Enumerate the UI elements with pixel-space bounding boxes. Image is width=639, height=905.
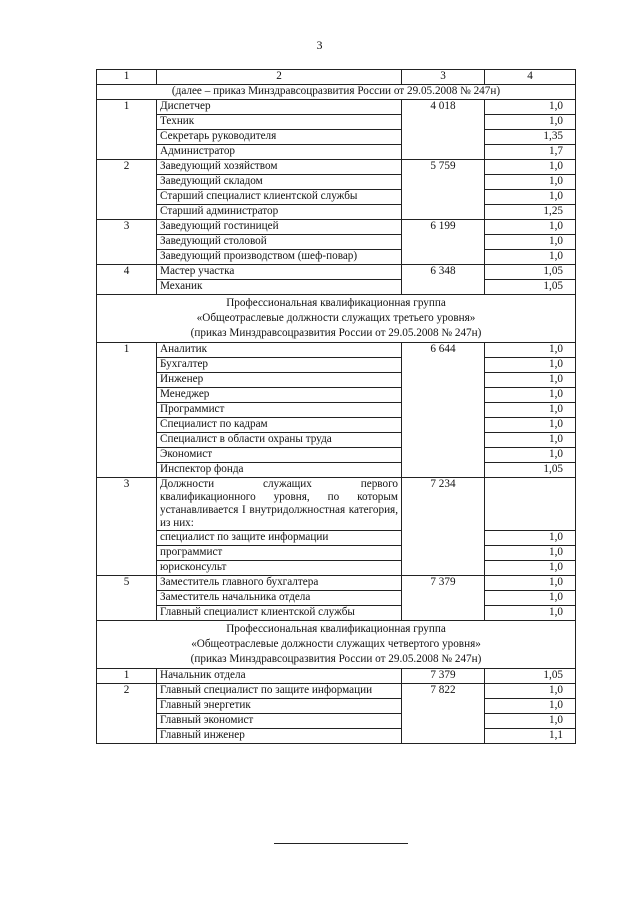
- base-salary: 4 018: [402, 100, 485, 160]
- position-name: Экономист: [157, 448, 402, 463]
- intro-line: (далее – приказ Минздравсоцразвития России от 29.05.2008 № 247н): [97, 85, 576, 100]
- level-number: 2: [97, 684, 157, 744]
- coefficient: 1,0: [485, 448, 576, 463]
- position-name: Заместитель начальника отдела: [157, 591, 402, 606]
- coefficient: 1,0: [485, 561, 576, 576]
- coefficient: 1,0: [485, 220, 576, 235]
- base-salary: 7 234: [402, 478, 485, 576]
- coefficient: 1,0: [485, 576, 576, 591]
- level-number: 1: [97, 100, 157, 160]
- position-name: Заместитель главного бухгалтера: [157, 576, 402, 591]
- base-salary: 6 199: [402, 220, 485, 265]
- coefficient: 1,05: [485, 280, 576, 295]
- coefficient: 1,0: [485, 358, 576, 373]
- position-name: Главный энергетик: [157, 699, 402, 714]
- coefficient: 1,0: [485, 343, 576, 358]
- level-number: 1: [97, 669, 157, 684]
- position-name: программист: [157, 546, 402, 561]
- coefficient: 1,0: [485, 403, 576, 418]
- position-name: Главный инженер: [157, 729, 402, 744]
- coefficient: 1,0: [485, 235, 576, 250]
- coefficient: 1,0: [485, 418, 576, 433]
- position-name: Программист: [157, 403, 402, 418]
- position-name: Техник: [157, 115, 402, 130]
- coefficient-empty: [485, 478, 576, 531]
- salary-table: [96, 69, 576, 744]
- position-name: Механик: [157, 280, 402, 295]
- group-title: Профессиональная квалификационная группа: [226, 623, 446, 635]
- header-cell: 3: [402, 70, 485, 85]
- coefficient: 1,35: [485, 130, 576, 145]
- header-cell: 2: [157, 70, 402, 85]
- position-name: Мастер участка: [157, 265, 402, 280]
- position-name: специалист по защите информации: [157, 531, 402, 546]
- base-salary: 7 379: [402, 669, 485, 684]
- group-order: (приказ Минздравсоцразвития России от 29.05.2008 № 247н): [190, 327, 482, 339]
- position-name: Специалист по кадрам: [157, 418, 402, 433]
- position-name: Старший специалист клиентской службы: [157, 190, 402, 205]
- coefficient: 1,0: [485, 100, 576, 115]
- coefficient: 1,0: [485, 115, 576, 130]
- level-number: 3: [97, 478, 157, 576]
- base-salary: 7 379: [402, 576, 485, 621]
- coefficient: 1,05: [485, 463, 576, 478]
- coefficient: 1,0: [485, 546, 576, 561]
- coefficient: 1,05: [485, 265, 576, 280]
- coefficient: 1,05: [485, 669, 576, 684]
- footer-divider: [274, 843, 408, 844]
- header-cell: 1: [97, 70, 157, 85]
- coefficient: 1,7: [485, 145, 576, 160]
- coefficient: 1,0: [485, 714, 576, 729]
- position-name: Заведующий складом: [157, 175, 402, 190]
- position-name: Специалист в области охраны труда: [157, 433, 402, 448]
- page-number: 3: [316, 38, 323, 52]
- base-salary: 5 759: [402, 160, 485, 220]
- group-subtitle: «Общеотраслевые должности служащих третьего уровня»: [196, 312, 476, 324]
- coefficient: 1,0: [485, 373, 576, 388]
- base-salary: 7 822: [402, 684, 485, 744]
- base-salary: 6 348: [402, 265, 485, 295]
- position-name: Заведующий столовой: [157, 235, 402, 250]
- group-heading: [97, 621, 576, 669]
- position-name: Администратор: [157, 145, 402, 160]
- position-name: Старший администратор: [157, 205, 402, 220]
- coefficient: 1,0: [485, 160, 576, 175]
- group-order: (приказ Минздравсоцразвития России от 29.05.2008 № 247н): [190, 653, 482, 665]
- group-title: Профессиональная квалификационная группа: [226, 297, 446, 309]
- coefficient: 1,25: [485, 205, 576, 220]
- coefficient: 1,0: [485, 175, 576, 190]
- position-name: Аналитик: [157, 343, 402, 358]
- position-name: Заведующий производством (шеф-повар): [157, 250, 402, 265]
- position-name: Заведующий гостиницей: [157, 220, 402, 235]
- level-number: 4: [97, 265, 157, 295]
- position-name: юрисконсульт: [157, 561, 402, 576]
- base-salary: 6 644: [402, 343, 485, 478]
- coefficient: 1,0: [485, 531, 576, 546]
- position-name: Бухгалтер: [157, 358, 402, 373]
- coefficient: 1,0: [485, 388, 576, 403]
- header-cell: 4: [485, 70, 576, 85]
- level-number: 3: [97, 220, 157, 265]
- coefficient: 1,0: [485, 591, 576, 606]
- position-name: Главный специалист по защите информации: [157, 684, 402, 699]
- header-row: [97, 70, 576, 85]
- level-number: 2: [97, 160, 157, 220]
- coefficient: 1,0: [485, 190, 576, 205]
- level-number: 5: [97, 576, 157, 621]
- coefficient: 1,0: [485, 433, 576, 448]
- position-name: Заведующий хозяйством: [157, 160, 402, 175]
- position-name: Секретарь руководителя: [157, 130, 402, 145]
- group-subtitle: «Общеотраслевые должности служащих четвертого уровня»: [191, 638, 481, 650]
- group-heading: [97, 295, 576, 343]
- coefficient: 1,0: [485, 606, 576, 621]
- position-name: Главный специалист клиентской службы: [157, 606, 402, 621]
- coefficient: 1,1: [485, 729, 576, 744]
- category-intro: Должности служащих первого квалификационного уровня, по которым устанавливается I внутридолжностная категория, из них:: [157, 478, 402, 531]
- level-number: 1: [97, 343, 157, 478]
- position-name: Менеджер: [157, 388, 402, 403]
- coefficient: 1,0: [485, 699, 576, 714]
- position-name: Начальник отдела: [157, 669, 402, 684]
- position-name: Инженер: [157, 373, 402, 388]
- coefficient: 1,0: [485, 684, 576, 699]
- coefficient: 1,0: [485, 250, 576, 265]
- position-name: Инспектор фонда: [157, 463, 402, 478]
- position-name: Главный экономист: [157, 714, 402, 729]
- position-name: Диспетчер: [157, 100, 402, 115]
